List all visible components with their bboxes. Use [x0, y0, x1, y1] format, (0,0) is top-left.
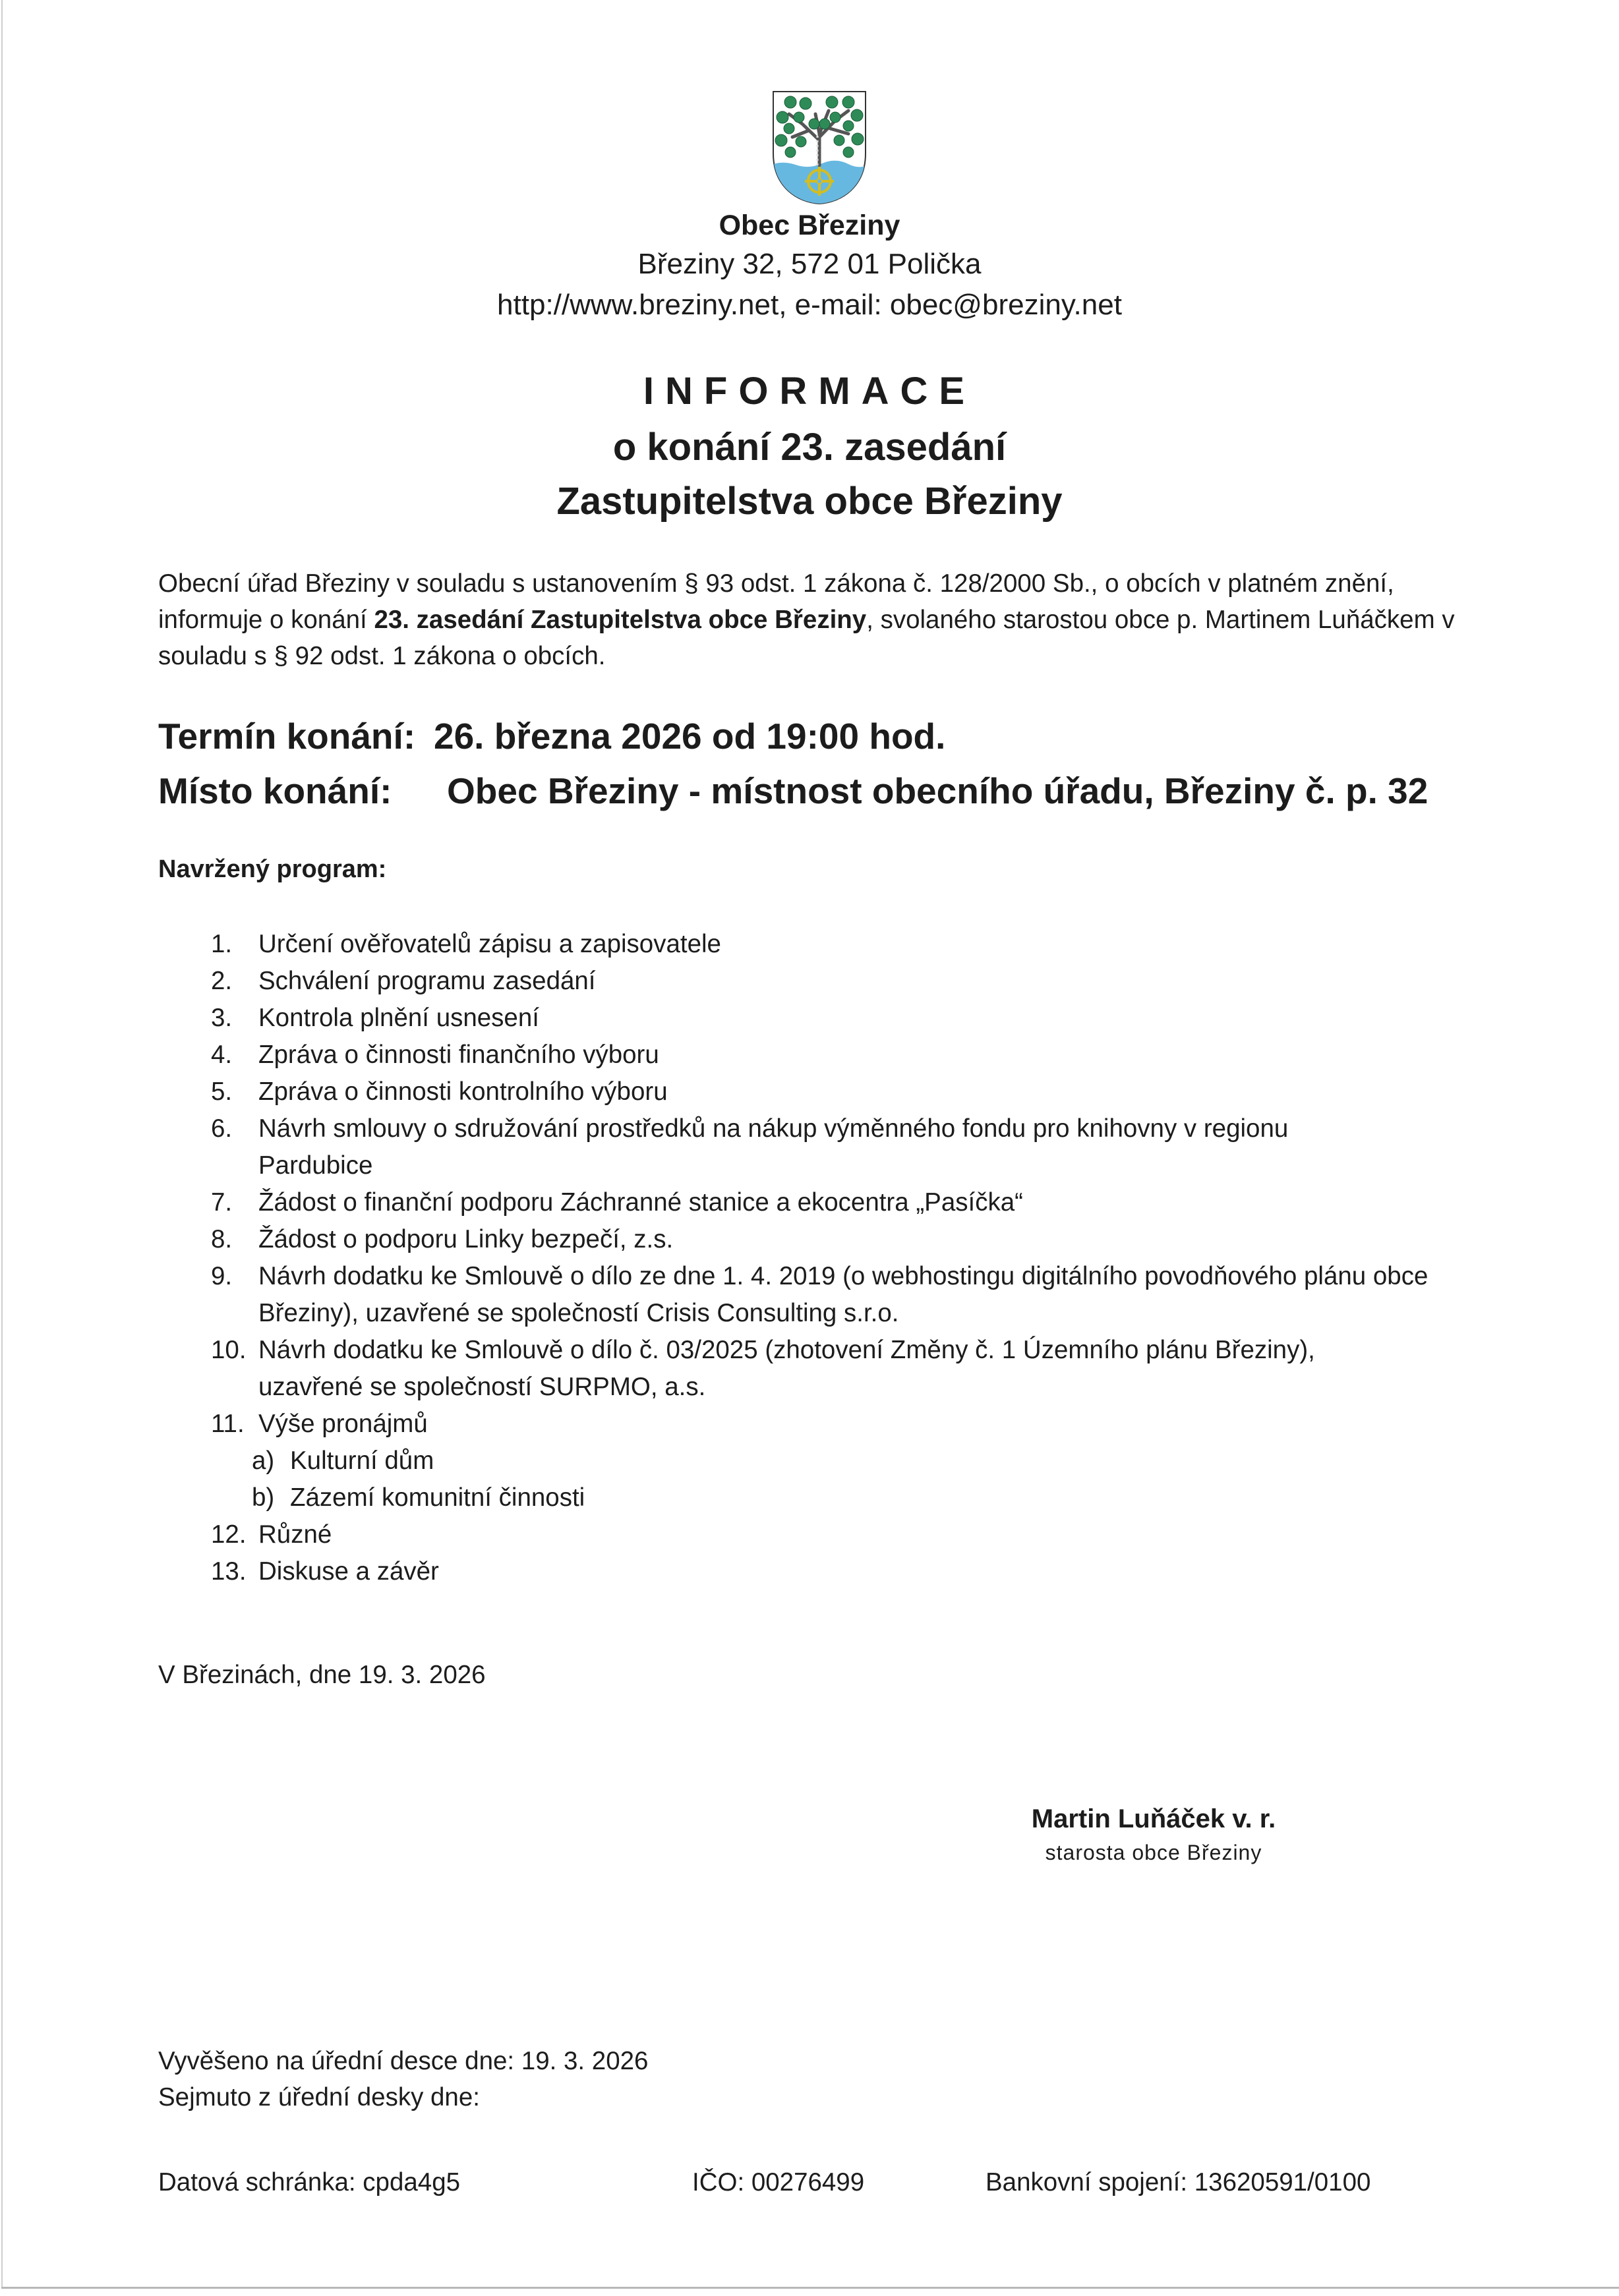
- page-edge-bottom: [1, 2287, 1619, 2289]
- agenda-item: [211, 1406, 1490, 1443]
- agenda-item: [211, 1110, 1490, 1184]
- agenda-item-number: 2.: [211, 967, 233, 995]
- agenda-subitem-text: Zázemí komunitní činnosti: [290, 1483, 585, 1512]
- agenda-item-number: 9.: [211, 1262, 233, 1290]
- meeting-place-row: [158, 770, 1428, 812]
- agenda-item-text: Kontrola plnění usnesení: [258, 1004, 539, 1032]
- agenda-item: [211, 926, 1490, 963]
- agenda-subitem: [211, 1479, 1490, 1516]
- agenda-subitem-letter: a): [252, 1447, 275, 1475]
- agenda-item: [211, 1074, 1490, 1110]
- signatory-name: Martin Luňáček v. r.: [1031, 1804, 1276, 1833]
- agenda-item-text: Zpráva o činnosti kontrolního výboru: [258, 1077, 668, 1106]
- page-edge-left: [1, 0, 3, 2287]
- org-name: Obec Březiny: [719, 210, 900, 241]
- document-title: INFORMACE: [643, 370, 976, 413]
- agenda-subitem: [211, 1443, 1490, 1479]
- agenda-item: [211, 963, 1490, 1000]
- footer-bank-account: Bankovní spojení: 13620591/0100: [986, 2168, 1371, 2196]
- meeting-place-label: Místo konání:: [158, 770, 392, 811]
- intro-text-1: Obecní úřad Březiny v souladu s ustanovením § 93 odst. 1 zákona č. 128/2000 Sb., o obcích v platném znění, informuje o konání: [158, 569, 1394, 634]
- org-web-email: http://www.breziny.net, e-mail: obec@breziny.net: [497, 289, 1122, 321]
- agenda-item: [211, 1184, 1490, 1221]
- agenda-list: [211, 926, 1490, 1590]
- signatory-role: starosta obce Březiny: [1045, 1841, 1262, 1864]
- signature-block: [956, 1804, 1351, 1865]
- agenda-item-number: 3.: [211, 1004, 233, 1032]
- place-and-date: V Březinách, dne 19. 3. 2026: [158, 1661, 486, 1689]
- agenda-subitem-text: Kulturní dům: [290, 1447, 434, 1475]
- agenda-item-number: 5.: [211, 1077, 233, 1106]
- intro-paragraph: [158, 565, 1483, 674]
- agenda-subitem-letter: b): [252, 1483, 275, 1512]
- coat-of-arms-icon: [769, 88, 869, 206]
- document-subtitle: o konání 23. zasedání: [612, 426, 1007, 469]
- agenda-item-number: 6.: [211, 1114, 233, 1143]
- program-label: Navržený program:: [158, 855, 387, 883]
- document-subtitle-2: Zastupitelstva obce Březiny: [556, 480, 1063, 523]
- agenda-item-text: Zpráva o činnosti finančního výboru: [258, 1041, 659, 1069]
- agenda-item-number: 7.: [211, 1188, 233, 1217]
- agenda-item: [211, 1553, 1490, 1590]
- agenda-item-text: Návrh dodatku ke Smlouvě o dílo ze dne 1. 4. 2019 (o webhostingu digitálního povodňového plánu obce Březiny), uzavřené se společností Crisis Consulting s.r.o.: [258, 1262, 1428, 1327]
- agenda-item-text: Žádost o finanční podporu Záchranné stanice a ekocentra „Pasíčka“: [258, 1188, 1023, 1217]
- agenda-item-number: 11.: [211, 1410, 245, 1438]
- meeting-date-row: [158, 715, 945, 757]
- removed-date: Sejmuto z úřední desky dne:: [158, 2083, 480, 2111]
- meeting-place-value: Obec Březiny - místnost obecního úřadu, Březiny č. p. 32: [447, 770, 1428, 811]
- agenda-item-text: Určení ověřovatelů zápisu a zapisovatele: [258, 930, 721, 958]
- agenda-item-number: 8.: [211, 1225, 233, 1253]
- agenda-item-text: Žádost o podporu Linky bezpečí, z.s.: [258, 1225, 674, 1253]
- agenda-item-number: 10.: [211, 1336, 247, 1364]
- agenda-item: [211, 1000, 1490, 1037]
- agenda-item-number: 4.: [211, 1041, 233, 1069]
- agenda-item: [211, 1037, 1490, 1074]
- agenda-item: [211, 1332, 1490, 1406]
- agenda-item-number: 1.: [211, 930, 233, 958]
- notice-board-info: [158, 2043, 648, 2115]
- org-address: Březiny 32, 572 01 Polička: [637, 248, 982, 280]
- agenda-item: [211, 1221, 1490, 1258]
- agenda-item: [211, 1516, 1490, 1553]
- agenda-item-number: 13.: [211, 1557, 247, 1586]
- agenda-item-text: Návrh dodatku ke Smlouvě o dílo č. 03/2025 (zhotovení Změny č. 1 Územního plánu Březiny), uzavřené se společností SURPMO, a.s.: [258, 1336, 1315, 1401]
- intro-text-bold: 23. zasedání Zastupitelstva obce Březiny: [374, 606, 867, 634]
- meeting-date-value: 26. března 2026 od 19:00 hod.: [434, 716, 946, 757]
- agenda-item: [211, 1258, 1490, 1332]
- footer-data-box: Datová schránka: cpda4g5: [158, 2168, 461, 2196]
- agenda-item-text: Výše pronájmů: [258, 1410, 428, 1438]
- intro-text-2: , svolaného starostou obce p. Martinem Luňáčkem v souladu s § 92 odst. 1 zákona o obcích.: [158, 606, 1455, 670]
- meeting-date-label: Termín konání:: [158, 716, 416, 757]
- posted-date: Vyvěšeno na úřední desce dne: 19. 3. 2026: [158, 2047, 649, 2075]
- agenda-item-text: Návrh smlouvy o sdružování prostředků na nákup výměnného fondu pro knihovny v regionu Pardubice: [258, 1114, 1289, 1180]
- agenda-item-text: Schválení programu zasedání: [258, 967, 596, 995]
- agenda-item-number: 12.: [211, 1520, 247, 1549]
- footer-ico: IČO: 00276499: [692, 2168, 865, 2196]
- agenda-item-text: Různé: [258, 1520, 332, 1549]
- agenda-item-text: Diskuse a závěr: [258, 1557, 439, 1586]
